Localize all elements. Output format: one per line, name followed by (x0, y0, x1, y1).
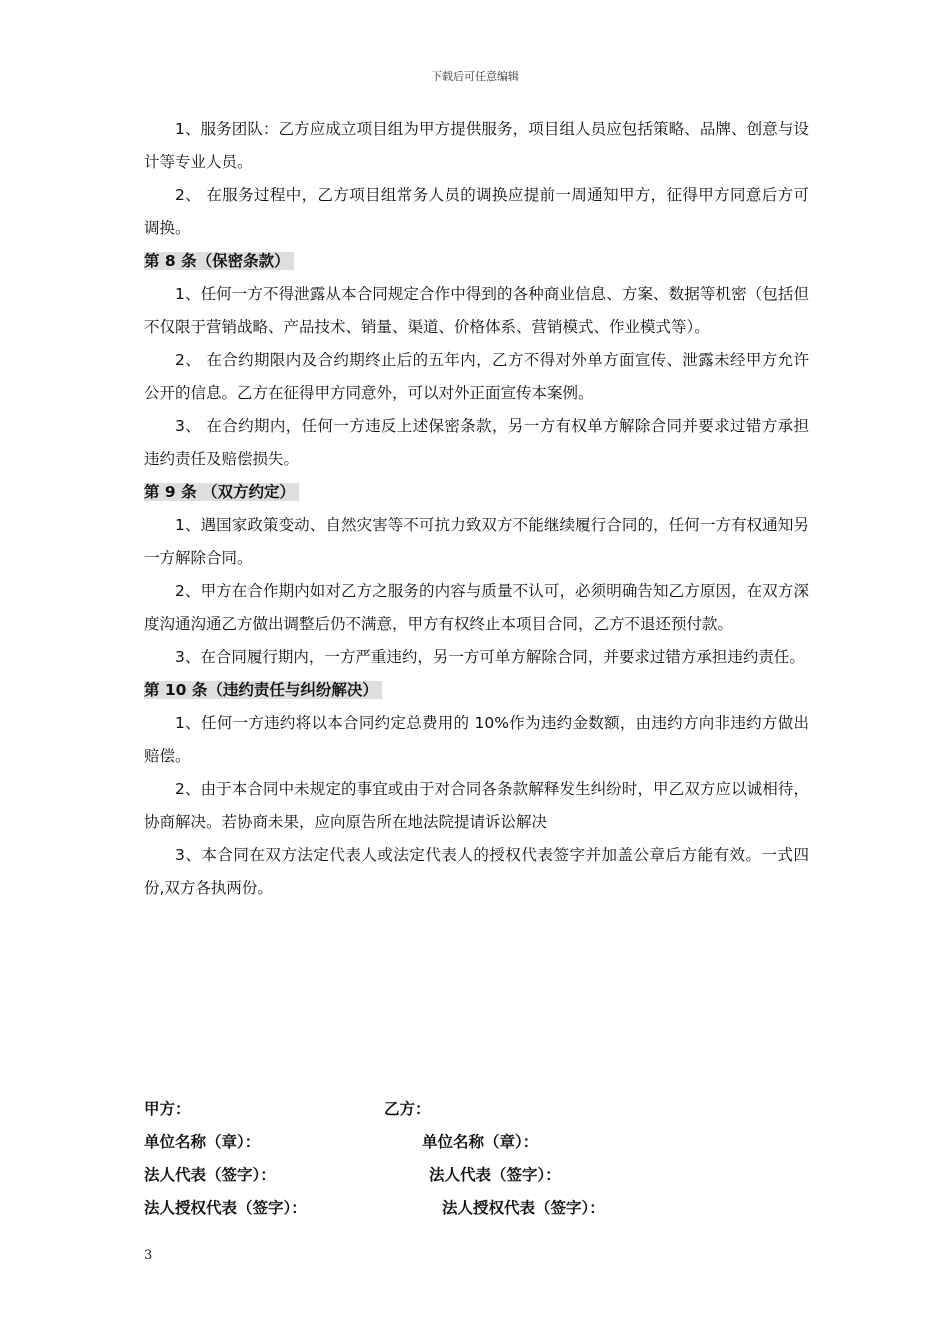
signature-row-auth (144, 1192, 809, 1225)
signature-block (144, 1093, 809, 1225)
section-heading-label: 第 8 条（保密条款） (144, 252, 294, 270)
page-header: 下载后可任意编辑 (431, 70, 519, 83)
section-heading-9 (144, 476, 809, 509)
party-a-unit-label: 单位名称（章）： (144, 1133, 261, 1151)
clause-paragraph: 1、遇国家政策变动、自然灾害等不可抗力致双方不能继续履行合同的，任何一方有权通知另一方解除合同。 (144, 516, 809, 567)
clause-paragraph: 2、 在服务过程中，乙方项目组常务人员的调换应提前一周通知甲方，征得甲方同意后方可调换。 (144, 186, 809, 237)
party-b-rep-label: 法人代表（签字）： (429, 1166, 561, 1184)
page-number: 3 (144, 1248, 153, 1263)
section-heading-label: 第 9 条 （双方约定） (144, 483, 299, 501)
signature-row-unit (144, 1126, 809, 1159)
clause-paragraph: 1、任何一方不得泄露从本合同规定合作中得到的各种商业信息、方案、数据等机密（包括但不仅限于营销战略、产品技术、销量、渠道、价格体系、营销模式、作业模式等）。 (144, 285, 809, 336)
section-heading-8 (144, 245, 809, 278)
party-b-unit-label: 单位名称（章）： (422, 1133, 539, 1151)
clause-paragraph: 1、任何一方违约将以本合同约定总费用的 10%作为违约金数额，由违约方向非违约方做出赔偿。 (144, 714, 809, 765)
signature-row-rep (144, 1159, 809, 1192)
clause-paragraph: 2、 在合约期限内及合约期终止后的五年内，乙方不得对外单方面宣传、泄露未经甲方允许公开的信息。乙方在征得甲方同意外，可以对外正面宣传本案例。 (144, 351, 809, 402)
party-b-auth-label: 法人授权代表（签字）： (442, 1199, 605, 1217)
clause-paragraph: 2、甲方在合作期内如对乙方之服务的内容与质量不认可，必须明确告知乙方原因，在双方深度沟通沟通乙方做出调整后仍不满意，甲方有权终止本项目合同，乙方不退还预付款。 (144, 582, 809, 633)
document-body (144, 113, 809, 905)
clause-paragraph: 3、在合同履行期内，一方严重违约，另一方可单方解除合同，并要求过错方承担违约责任。 (175, 648, 805, 666)
section-heading-label: 第 10 条（违约责任与纠纷解决） (144, 681, 382, 699)
clause-paragraph: 1、服务团队：乙方应成立项目组为甲方提供服务，项目组人员应包括策略、品牌、创意与设计等专业人员。 (144, 120, 809, 171)
clause-paragraph: 3、本合同在双方法定代表人或法定代表人的授权代表签字并加盖公章后方能有效。一式四份,双方各执两份。 (144, 846, 809, 897)
party-a-label: 甲方： (144, 1100, 191, 1118)
signature-row-party (144, 1093, 809, 1126)
party-a-rep-label: 法人代表（签字）： (144, 1166, 276, 1184)
section-heading-10 (144, 674, 809, 707)
party-b-label: 乙方： (384, 1100, 431, 1118)
party-a-auth-label: 法人授权代表（签字）： (144, 1199, 307, 1217)
clause-paragraph: 3、 在合约期内，任何一方违反上述保密条款，另一方有权单方解除合同并要求过错方承担违约责任及赔偿损失。 (144, 417, 809, 468)
clause-paragraph: 2、由于本合同中未规定的事宜或由于对合同各条款解释发生纠纷时，甲乙双方应以诚相待，协商解决。若协商未果，应向原告所在地法院提请诉讼解决 (144, 780, 809, 831)
